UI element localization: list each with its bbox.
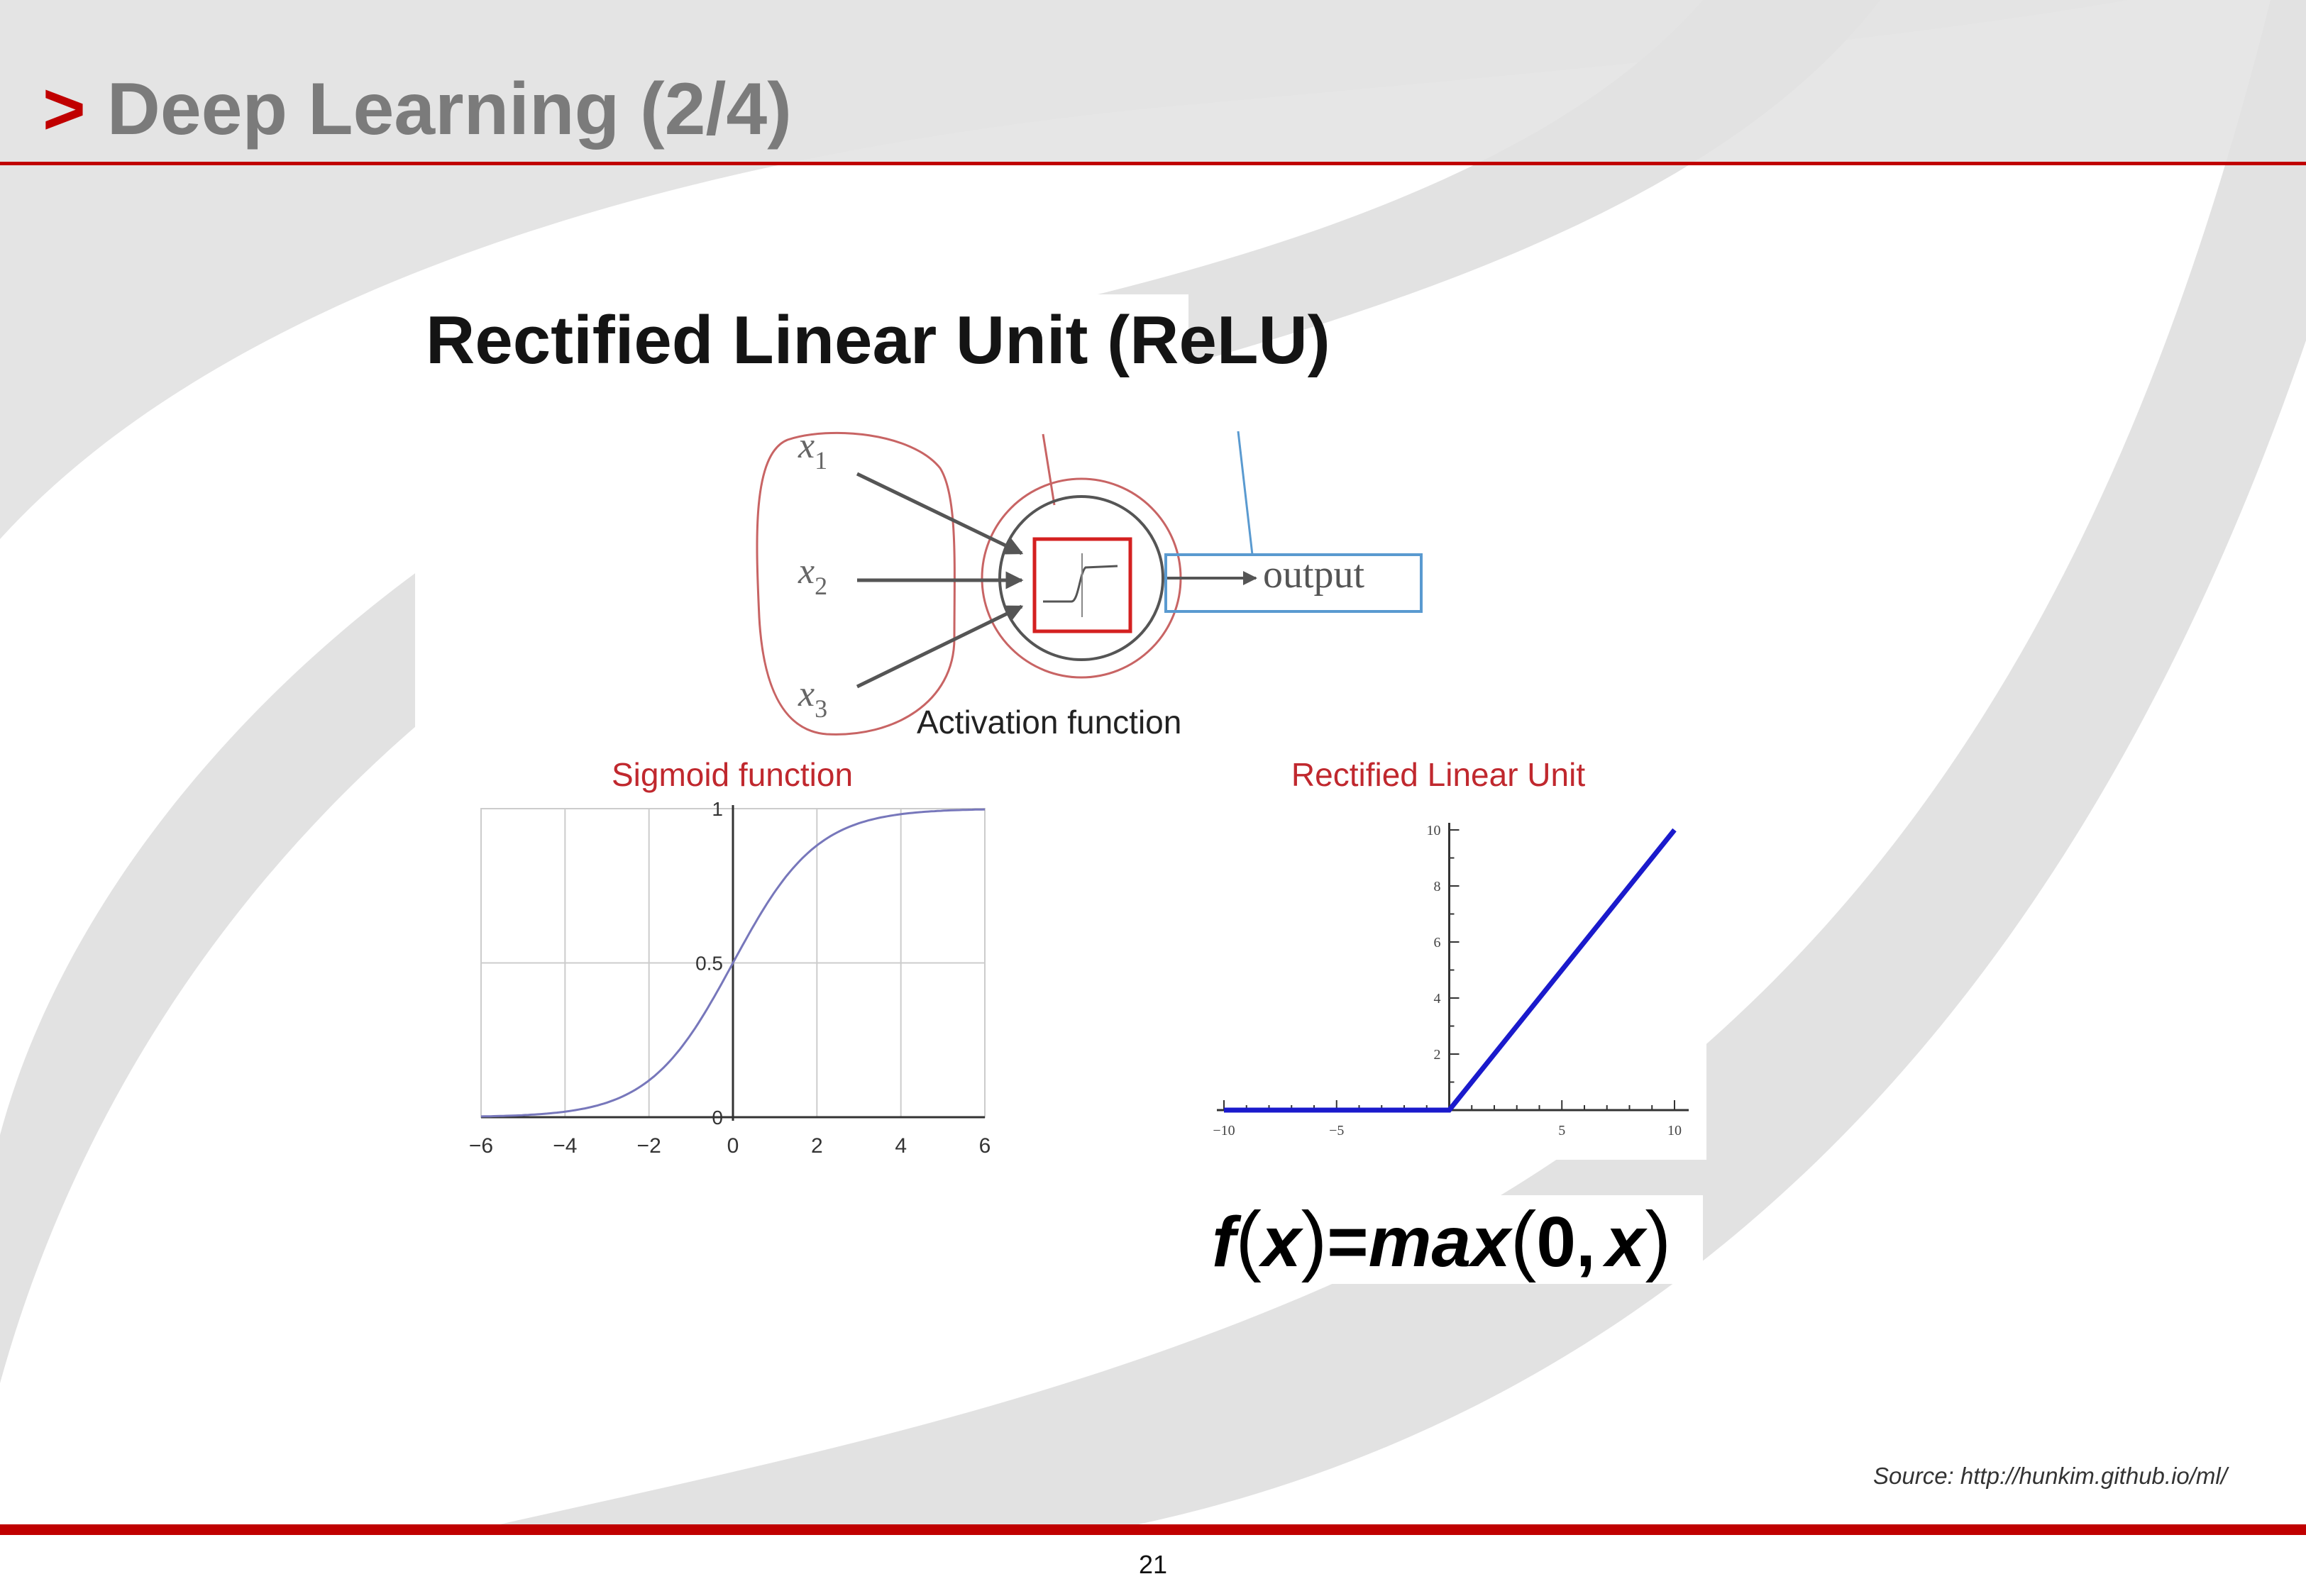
sigmoid-y-tick-label: 1 (712, 798, 723, 820)
sigmoid-y-tick-label: 0 (712, 1107, 723, 1129)
sigmoid-title: Sigmoid function (611, 756, 854, 793)
footer-divider (0, 1524, 2306, 1535)
relu-x-tick-label: −5 (1329, 1123, 1345, 1138)
sigmoid-x-tick-label: 6 (978, 1134, 991, 1158)
page-number: 21 (1138, 1550, 1168, 1579)
relu-y-tick-label: 10 (1426, 823, 1441, 838)
title-marker: > (43, 68, 86, 150)
formula-paren: ( (1235, 1196, 1262, 1283)
formula-zero: 0, (1536, 1202, 1596, 1282)
formula-x: x (1261, 1202, 1301, 1282)
relu-x-tick-label: 10 (1667, 1123, 1682, 1138)
input-x1: $x_1$ (798, 426, 828, 475)
formula-text (1212, 1196, 1671, 1283)
title-text: Deep Learning (2/4) (106, 68, 792, 150)
activation-function-label: Activation function (917, 704, 1182, 741)
sigmoid-x-tick-label: −6 (468, 1134, 494, 1158)
sigmoid-x-tick-label: −2 (636, 1134, 661, 1158)
formula-paren: ( (1510, 1196, 1537, 1283)
relu-y-tick-label: 4 (1433, 991, 1441, 1007)
formula-x: x (1605, 1202, 1645, 1282)
formula-max: max (1368, 1202, 1511, 1282)
slide-heading: Rectified Linear Unit (ReLU) (426, 302, 1330, 378)
formula-paren: ) (1645, 1196, 1672, 1283)
formula-f: f (1212, 1202, 1236, 1282)
source-citation: Source: http://hunkim.github.io/ml/ (1873, 1463, 2227, 1489)
relu-x-tick-label: 5 (1558, 1123, 1566, 1138)
sigmoid-y-tick-label: 0.5 (695, 952, 723, 975)
relu-y-tick-label: 2 (1433, 1047, 1441, 1063)
sigmoid-x-tick-label: 0 (727, 1134, 739, 1158)
formula-equals: = (1327, 1202, 1369, 1282)
relu-title: Rectified Linear Unit (1291, 756, 1586, 793)
input-x3: $x_3$ (798, 674, 828, 723)
sigmoid-x-tick-label: −4 (553, 1134, 578, 1158)
formula-paren: ) (1301, 1196, 1328, 1283)
relu-x-tick-label: −10 (1213, 1123, 1235, 1138)
sigmoid-x-tick-label: 2 (810, 1134, 823, 1158)
output-label: output (1263, 553, 1365, 597)
relu-y-tick-label: 8 (1433, 879, 1441, 894)
input-x2: $x_2$ (798, 551, 828, 600)
relu-y-tick-label: 6 (1433, 935, 1441, 951)
sigmoid-x-tick-label: 4 (895, 1134, 907, 1158)
